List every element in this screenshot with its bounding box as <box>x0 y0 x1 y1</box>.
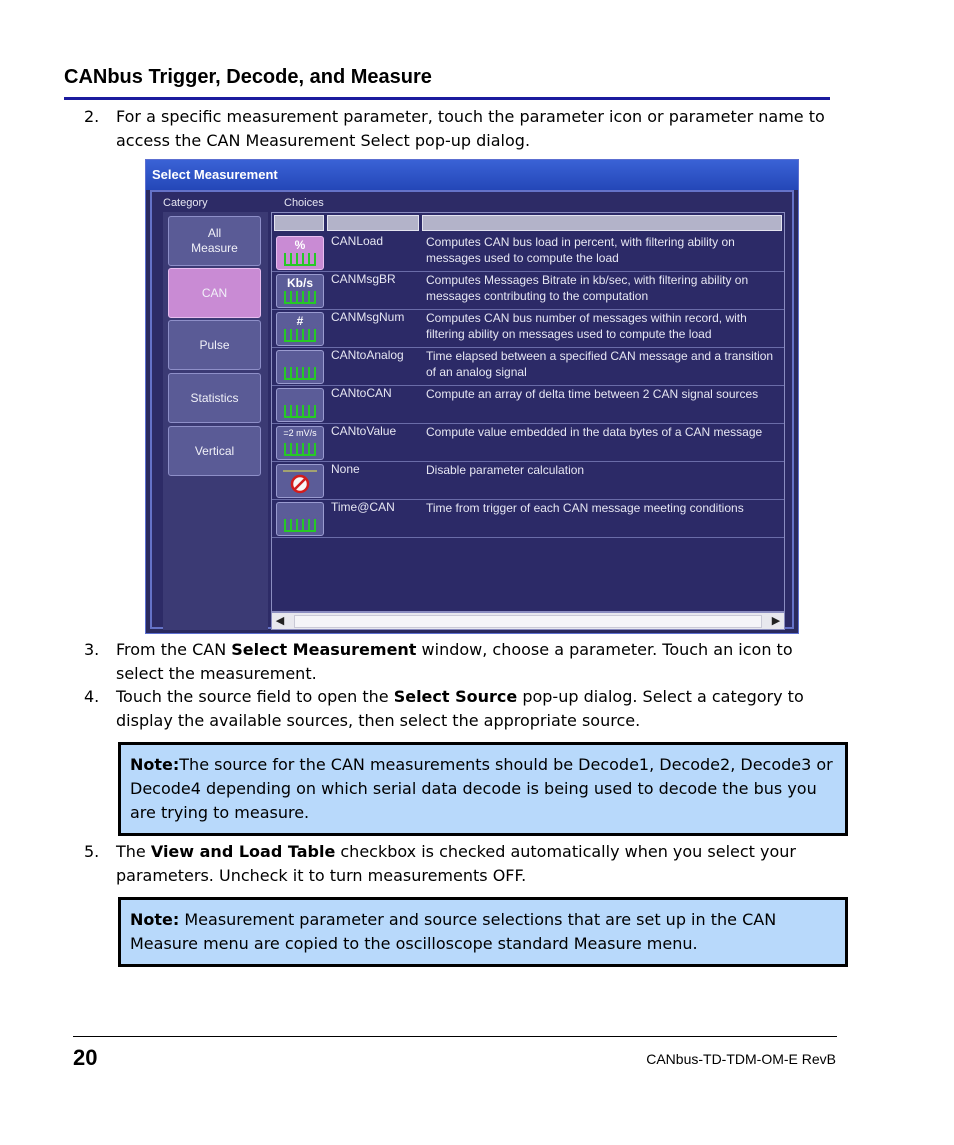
note-box-2 <box>118 897 848 967</box>
category-vertical-button[interactable]: Vertical <box>168 426 261 476</box>
dialog-frame <box>150 190 794 629</box>
choice-row-cantocan[interactable] <box>272 385 784 424</box>
note-box-1 <box>118 742 848 836</box>
footer-rule <box>73 1036 837 1037</box>
percent-icon[interactable]: % <box>276 236 324 270</box>
step-text: For a specific measurement parameter, touch the parameter icon or parameter name to access the CAN Measurement Select pop-up dialog. <box>116 107 825 150</box>
choice-row-time-at-can[interactable] <box>272 499 784 538</box>
choice-name: Time@CAN <box>331 500 395 514</box>
choice-name: CANtoValue <box>331 424 397 438</box>
dialog-title: Select Measurement <box>146 160 798 190</box>
choice-row-canmsgnum[interactable] <box>272 309 784 348</box>
choice-name: None <box>331 462 360 476</box>
can-to-value-icon[interactable]: =2 mV/s <box>276 426 324 460</box>
horizontal-scrollbar[interactable] <box>271 612 785 630</box>
choice-name: CANMsgNum <box>331 310 405 324</box>
category-can-button[interactable]: CAN <box>168 268 261 318</box>
hash-icon[interactable]: # <box>276 312 324 346</box>
step-number: 5. <box>84 842 100 861</box>
choice-description: Time elapsed between a specified CAN message and a transition of an analog signal <box>426 349 774 379</box>
choice-name: CANtoAnalog <box>331 348 404 362</box>
step-text: From the CAN Select Measurement window, choose a parameter. Touch an icon to select the measurement. <box>116 640 793 683</box>
choice-description: Compute value embedded in the data bytes of a CAN message <box>426 425 763 439</box>
choice-description: Computes CAN bus load in percent, with filtering ability on messages used to compute the load <box>426 235 735 265</box>
scroll-right-icon[interactable]: ▶ <box>771 614 781 627</box>
choice-row-cantovalue[interactable] <box>272 423 784 462</box>
select-measurement-dialog <box>145 159 799 634</box>
step-number: 3. <box>84 640 100 659</box>
title-rule <box>64 97 830 100</box>
note-text: Measurement parameter and source selections that are set up in the CAN Measure menu are copied to the oscilloscope standard Measure menu. <box>130 910 777 953</box>
note-label: Note: <box>130 755 180 774</box>
kbs-icon[interactable]: Kb/s <box>276 274 324 308</box>
can-to-can-icon[interactable] <box>276 388 324 422</box>
choice-row-canmsgbr[interactable] <box>272 271 784 310</box>
category-all-measure-button[interactable]: All Measure <box>168 216 261 266</box>
choice-name: CANLoad <box>331 234 384 248</box>
choice-description: Compute an array of delta time between 2 CAN signal sources <box>426 387 759 401</box>
choice-description: Computes Messages Bitrate in kb/sec, with filtering ability on messages contributing to the computation <box>426 273 749 303</box>
page-number: 20 <box>73 1045 98 1070</box>
choice-row-canload[interactable] <box>272 233 784 272</box>
choice-row-none[interactable] <box>272 461 784 500</box>
column-header-icon[interactable] <box>274 215 324 231</box>
choice-name: CANMsgBR <box>331 272 396 286</box>
category-panel <box>163 212 268 630</box>
step-number: 2. <box>84 107 100 126</box>
time-at-can-icon[interactable] <box>276 502 324 536</box>
choice-description: Time from trigger of each CAN message meeting conditions <box>426 501 744 515</box>
category-pulse-button[interactable]: Pulse <box>168 320 261 370</box>
document-id: CANbus-TD-TDM-OM-E RevB <box>646 1051 836 1067</box>
choices-label: Choices <box>284 197 324 209</box>
step-number: 4. <box>84 687 100 706</box>
column-header-name[interactable] <box>327 215 419 231</box>
choice-description: Disable parameter calculation <box>426 463 585 477</box>
can-to-analog-icon[interactable] <box>276 350 324 384</box>
choice-row-cantoanalog[interactable] <box>272 347 784 386</box>
note-label: Note: <box>130 910 180 929</box>
section-title: CANbus Trigger, Decode, and Measure <box>64 66 432 88</box>
choices-table <box>271 212 785 612</box>
choice-description: Computes CAN bus number of messages within record, with filtering ability on messages used to compute the load <box>426 311 747 341</box>
scroll-thumb[interactable] <box>294 615 762 628</box>
none-icon[interactable] <box>276 464 324 498</box>
step-text: The View and Load Table checkbox is checked automatically when you select your parameters. Uncheck it to turn measurements OFF. <box>116 842 797 885</box>
scroll-left-icon[interactable]: ◀ <box>275 614 285 627</box>
category-statistics-button[interactable]: Statistics <box>168 373 261 423</box>
category-label: Category <box>163 197 208 209</box>
step-text: Touch the source field to open the Select Source pop-up dialog. Select a category to display the available sources, then select the appropriate source. <box>116 687 804 730</box>
column-header-description[interactable] <box>422 215 782 231</box>
choice-name: CANtoCAN <box>331 386 392 400</box>
note-text: The source for the CAN measurements should be Decode1, Decode2, Decode3 or Decode4 depending on which serial data decode is being used to decode the bus you are trying to measure. <box>130 755 833 822</box>
